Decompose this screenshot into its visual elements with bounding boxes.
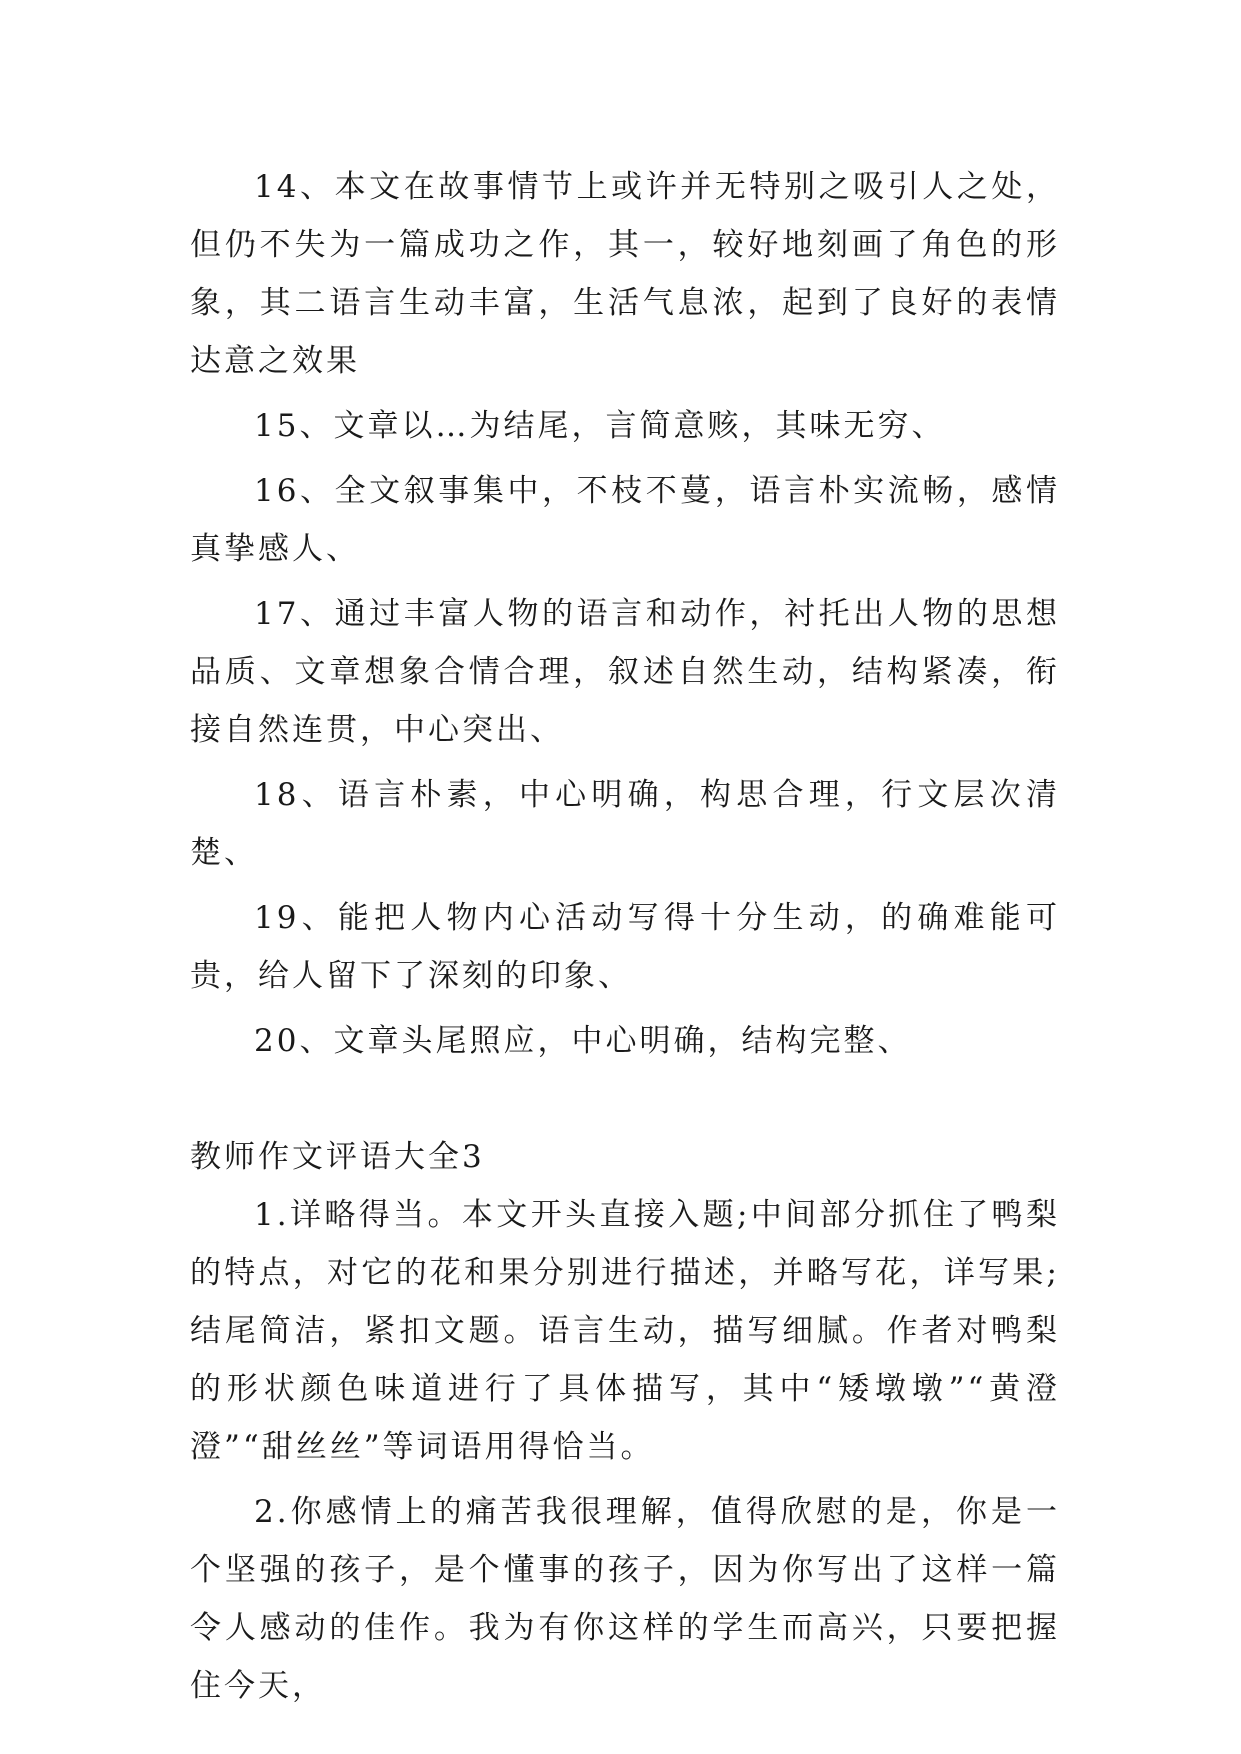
comment-paragraph-19: 19、能把人物内心活动写得十分生动，的确难能可贵，给人留下了深刻的印象、 — [190, 900, 1060, 994]
comment-paragraph-16: 16、全文叙事集中，不枝不蔓，语言朴实流畅，感情真挚感人、 — [190, 473, 1060, 567]
comment-paragraph-20: 20、文章头尾照应，中心明确，结构完整、 — [254, 1023, 912, 1059]
comment-paragraph-17: 17、通过丰富人物的语言和动作，衬托出人物的思想品质、文章想象合情合理，叙述自然生动，结构紧凑，衔接自然连贯，中心突出、 — [190, 596, 1060, 748]
comment-paragraph-18: 18、语言朴素，中心明确，构思合理，行文层次清楚、 — [190, 777, 1060, 871]
section-paragraph-1: 1.详略得当。本文开头直接入题;中间部分抓住了鸭梨的特点，对它的花和果分别进行描述，并略写花，详写果;结尾简洁，紧扣文题。语言生动，描写细腻。作者对鸭梨的形状颜色味道进行了具体描写，其中“矮墩墩”“黄澄澄”“甜丝丝”等词语用得恰当。 — [190, 1197, 1060, 1465]
section-heading: 教师作文评语大全3 — [190, 1139, 485, 1175]
comment-paragraph-15: 15、文章以…为结尾，言简意赅，其味无穷、 — [254, 408, 946, 444]
section-paragraph-2: 2.你感情上的痛苦我很理解，值得欣慰的是，你是一个坚强的孩子，是个懂事的孩子，因为你写出了这样一篇令人感动的佳作。我为有你这样的学生而高兴，只要把握住今天， — [190, 1494, 1060, 1704]
comment-paragraph-14: 14、本文在故事情节上或许并无特别之吸引人之处，但仍不失为一篇成功之作，其一，较好地刻画了角色的形象，其二语言生动丰富，生活气息浓，起到了良好的表情达意之效果 — [190, 169, 1060, 379]
document-body — [190, 158, 1060, 1722]
